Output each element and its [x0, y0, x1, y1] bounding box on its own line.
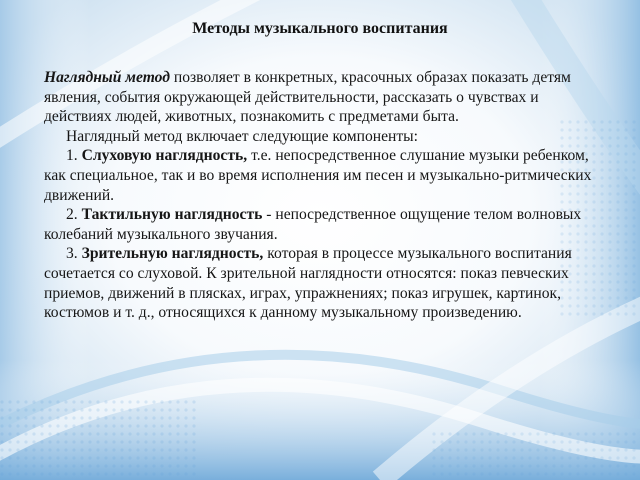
list-item-auditory: [44, 146, 604, 205]
list-item-text: т.е. непосредственное слушание музыки ребенком, как специальное, так и во время исполнения им песен и музыкально-ритмических движений.: [44, 147, 592, 204]
intro-text: позволяет в конкретных, красочных образах показать детям явления, события окружающей действительности, рассказать о чувствах и действиях людей, животных, познакомить с предметами быта.: [44, 69, 571, 126]
list-item-tactile: [44, 205, 604, 244]
list-item-term: Тактильную наглядность: [81, 206, 263, 224]
list-item-term: Слуховую наглядность,: [81, 147, 248, 165]
slide-title: Методы музыкального воспитания: [192, 20, 448, 37]
list-item-term: Зрительную наглядность,: [81, 245, 264, 263]
list-item-visual: [44, 244, 604, 322]
list-item-number: 3.: [66, 245, 82, 263]
list-item-text: - непосредственное ощущение телом волновых колебаний музыкального звучания.: [44, 206, 582, 243]
list-item-text: которая в процессе музыкального воспитания сочетается со слуховой. К зрительной наглядности относятся: показ певческих приемов, движений в плясках, играх, упражнениях; показ игрушек, картинок, костюмов и т. д., относящихся к данному музыкальному произведению.: [44, 245, 572, 322]
list-item-number: 2.: [66, 206, 82, 224]
intro-term: Наглядный метод: [44, 69, 170, 86]
components-intro: Наглядный метод включает следующие компоненты:: [66, 127, 418, 145]
slide-body: [44, 68, 604, 323]
list-item-number: 1.: [66, 147, 82, 165]
intro-paragraph: [44, 68, 604, 127]
